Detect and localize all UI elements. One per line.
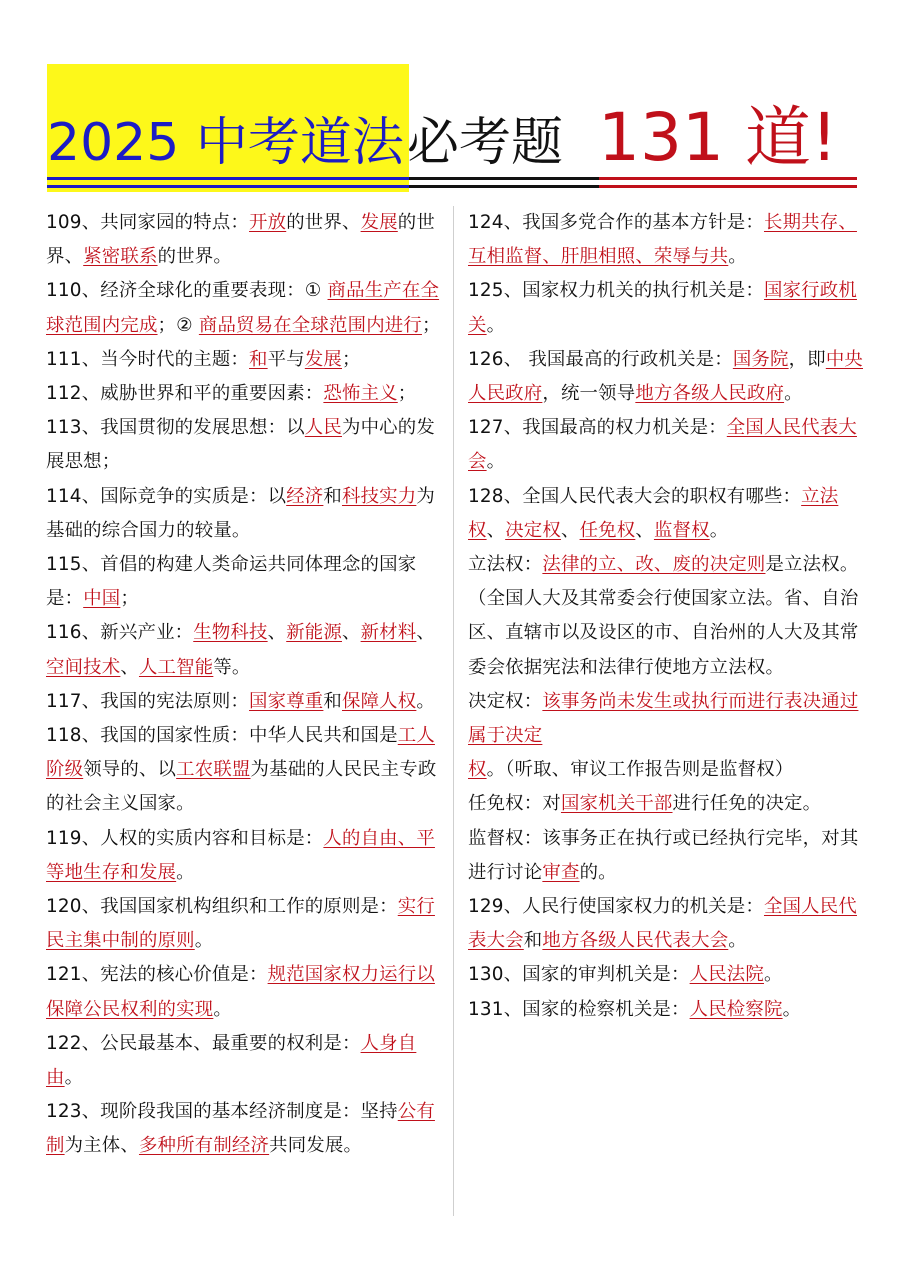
answer-keyword: 监督权 — [653, 519, 710, 541]
question-text: 监督权：该事务正在执行或已经执行完毕，对其进行讨论 — [468, 827, 859, 883]
question-text: 128、全国人民代表大会的职权有哪些： — [468, 485, 802, 507]
question-text: 125、国家权力机关的执行机关是： — [468, 280, 764, 302]
title-underline-blue-top — [47, 177, 409, 180]
answer-keyword: 保障人权 — [342, 690, 417, 712]
answer-keyword: 新材料 — [360, 622, 417, 644]
question-text: 121、宪法的核心价值是： — [46, 964, 268, 986]
question-item — [468, 958, 863, 992]
question-text: 。 — [213, 998, 232, 1020]
answer-keyword: 新能源 — [286, 622, 342, 644]
question-text: 116、新兴产业： — [46, 622, 194, 644]
question-text: 124、我国多党合作的基本方针是： — [468, 212, 764, 233]
question-text: 。 — [709, 519, 729, 541]
question-item — [468, 480, 863, 548]
answer-keyword: 国务院 — [732, 348, 789, 370]
question-text: 123、现阶段我国的基本经济制度是：坚持 — [46, 1101, 398, 1123]
answer-keyword: 全国人民代表大会 — [468, 417, 857, 473]
question-text: 。（听取、审议工作报告则是监督权） — [486, 759, 794, 781]
question-item — [46, 822, 442, 890]
title-part-black: 必考题 — [407, 113, 564, 173]
question-item — [46, 1095, 442, 1163]
question-text: 。 — [416, 690, 435, 712]
question-text: 为基础的综合国力的较量。 — [46, 485, 435, 541]
answer-keyword: 人的自由、平等地生存和发展 — [46, 827, 435, 883]
question-text: 任免权：对 — [468, 793, 561, 815]
answer-keyword: 多种所有制经济 — [138, 1135, 270, 1157]
answer-keyword: 国家尊重 — [249, 690, 324, 712]
answer-keyword: 发展 — [360, 212, 398, 233]
question-text: 130、国家的审判机关是： — [468, 964, 690, 986]
answer-keyword: 空间技术 — [46, 656, 121, 678]
question-text: 109、共同家园的特点： — [46, 212, 250, 233]
answer-keyword: 人民 — [304, 417, 342, 439]
title-underline-black-top — [409, 177, 599, 180]
answer-keyword: 实行民主集中制的原则 — [46, 896, 435, 952]
answer-keyword: 生物科技 — [193, 622, 268, 644]
question-text: ，即 — [788, 348, 826, 370]
question-text: 为中心的发展思想； — [46, 417, 435, 473]
question-item — [46, 411, 442, 479]
answer-keyword: 人工智能 — [138, 656, 214, 678]
answer-keyword: 立法权 — [468, 485, 839, 541]
question-text: 。 — [784, 383, 803, 405]
question-item — [468, 890, 863, 958]
question-text: 122、公民最基本、最重要的权利是： — [46, 1032, 361, 1054]
question-text: 和 — [323, 485, 342, 507]
answer-keyword: 和 — [249, 348, 268, 370]
question-item — [46, 1027, 442, 1095]
question-text: 119、人权的实质内容和目标是： — [46, 827, 324, 849]
question-text: 进行任免的决定。 — [672, 793, 822, 815]
question-text: 立法权： — [468, 554, 543, 576]
question-item — [46, 890, 442, 958]
question-text: 。 — [763, 964, 783, 986]
question-item — [46, 343, 442, 377]
question-text: 的世界。 — [157, 246, 232, 268]
title-underline-blue-bottom — [47, 185, 409, 188]
title-underline-red-bottom — [599, 185, 857, 188]
answer-keyword: 商品贸易在全球范围内进行 — [198, 314, 422, 336]
question-item — [46, 616, 442, 684]
question-text: 的世界、 — [286, 212, 361, 233]
question-text: 。 — [194, 930, 214, 952]
question-text: 、 — [635, 519, 654, 541]
answer-keyword: 审查 — [542, 861, 580, 883]
question-text: 等。 — [213, 656, 251, 678]
question-item — [468, 787, 863, 821]
question-text: ； — [397, 383, 417, 405]
question-item — [46, 685, 442, 719]
question-text: 、 — [486, 519, 506, 541]
answer-keyword: 国家行政机关 — [468, 280, 857, 336]
question-text: 113、我国贯彻的发展思想：以 — [46, 417, 305, 439]
question-text: 。 — [176, 861, 195, 883]
question-text: 、 — [267, 622, 287, 644]
question-text: 平与 — [267, 348, 305, 370]
question-text: 。 — [486, 451, 506, 473]
question-text: 。 — [728, 246, 747, 268]
answer-keyword: 中国 — [83, 588, 121, 610]
title-underline-black-bottom — [409, 185, 599, 188]
answer-keyword: 规范国家权力运行以保障公民权利的实现 — [46, 964, 435, 1020]
question-text: 。 — [782, 998, 802, 1020]
question-text: 、 — [560, 519, 580, 541]
question-text: 114、国际竞争的实质是：以 — [46, 485, 287, 507]
question-item — [468, 274, 863, 342]
answer-keyword: 科技实力 — [341, 485, 417, 507]
answer-keyword: 经济 — [286, 485, 324, 507]
question-item — [46, 548, 442, 616]
question-text: 是立法权。（全国人大及其常委会行使国家立法。省、自治区、直辖市以及设区的市、自治州的人大及其常委会依据宪法和法律行使地方立法权。 — [468, 554, 859, 678]
answer-keyword: 国家机关干部 — [560, 793, 673, 815]
question-item — [468, 685, 863, 788]
question-item — [46, 958, 442, 1026]
answer-keyword: 人民检察院 — [689, 998, 783, 1020]
title-part-red: 131 道! — [598, 99, 838, 176]
answer-keyword: 决定权 — [505, 519, 561, 541]
question-item — [468, 411, 863, 479]
answer-keyword: 任免权 — [579, 519, 636, 541]
question-text: 110、经济全球化的重要表现：① — [46, 280, 328, 302]
question-item — [46, 377, 442, 411]
question-text: 的。 — [579, 861, 617, 883]
question-text: 和 — [523, 930, 543, 952]
answer-keyword: 中央人民政府 — [468, 348, 863, 405]
answer-keyword: 紧密联系 — [83, 246, 158, 268]
question-text: 、 — [416, 622, 435, 644]
question-text: 120、我国国家机构组织和工作的原则是： — [46, 896, 398, 918]
question-text: ； — [342, 348, 361, 370]
answer-keyword: 工农联盟 — [176, 759, 251, 781]
question-text: 118、我国的国家性质：中华人民共和国是 — [46, 725, 398, 747]
question-item — [46, 274, 442, 342]
title-part-blue: 2025 中考道法 — [47, 113, 404, 173]
question-item — [468, 206, 863, 274]
answer-keyword: 长期共存、互相监督、肝胆相照、荣辱与共 — [468, 212, 857, 268]
question-text: 决定权： — [468, 690, 543, 712]
answer-keyword: 恐怖主义 — [323, 383, 398, 405]
answer-keyword: 工人阶级 — [46, 725, 435, 781]
question-text: ； — [421, 314, 441, 336]
answer-keyword: 该事务尚未发生或执行而进行表决通过属于决定权 — [468, 690, 859, 781]
question-text: 、 — [120, 656, 139, 678]
question-text: 领导的、以 — [83, 759, 177, 781]
question-text: 126、 我国最高的行政机关是： — [468, 348, 733, 370]
answer-keyword: 开放 — [249, 212, 287, 233]
answer-keyword: 全国人民代表大会 — [468, 896, 857, 952]
page-header — [0, 0, 905, 200]
question-text: 为主体、 — [64, 1135, 139, 1157]
question-item — [46, 206, 442, 274]
question-text: ，统一领导 — [542, 383, 636, 405]
question-item — [46, 719, 442, 822]
question-text: 。 — [64, 1067, 84, 1089]
question-text: 115、首倡的构建人类命运共同体理念的国家是： — [46, 554, 417, 610]
answer-keyword: 地方各级人民代表大会 — [542, 930, 729, 952]
question-text: 111、当今时代的主题： — [46, 348, 250, 370]
answer-keyword: 地方各级人民政府 — [635, 383, 785, 405]
answer-keyword: 人民法院 — [689, 964, 764, 986]
question-text: 和 — [323, 690, 342, 712]
question-text: 。 — [728, 930, 747, 952]
question-text: 、 — [342, 622, 361, 644]
question-text: 。 — [486, 314, 506, 336]
question-item — [468, 548, 863, 685]
question-item — [468, 993, 863, 1027]
question-text: ； — [120, 588, 139, 610]
question-text: 129、人民行使国家权力的机关是： — [468, 896, 764, 918]
answer-keyword: 人身自由 — [46, 1032, 417, 1089]
question-text: 127、我国最高的权力机关是： — [468, 417, 727, 439]
question-text: 为基础的人民民主专政的社会主义国家。 — [46, 759, 437, 815]
question-text: 112、威胁世界和平的重要因素： — [46, 383, 324, 405]
answer-keyword: 商品生产在全球范围内完成 — [46, 280, 440, 336]
answer-keyword: 法律的立、改、废的决定则 — [542, 554, 766, 576]
question-text: ；② — [157, 314, 199, 336]
answer-keyword: 发展 — [304, 348, 342, 370]
question-text: 共同发展。 — [269, 1135, 363, 1157]
right-column — [468, 206, 863, 1027]
question-item — [468, 343, 863, 411]
question-item — [46, 480, 442, 548]
answer-keyword: 公有制 — [46, 1101, 435, 1157]
left-column — [46, 206, 442, 1164]
question-text: 117、我国的宪法原则： — [46, 690, 250, 712]
title-underline-red-top — [599, 177, 857, 180]
question-text: 131、国家的检察机关是： — [468, 998, 690, 1020]
question-item — [468, 822, 863, 890]
question-text: 的世界、 — [46, 212, 435, 268]
column-divider — [453, 206, 454, 1216]
